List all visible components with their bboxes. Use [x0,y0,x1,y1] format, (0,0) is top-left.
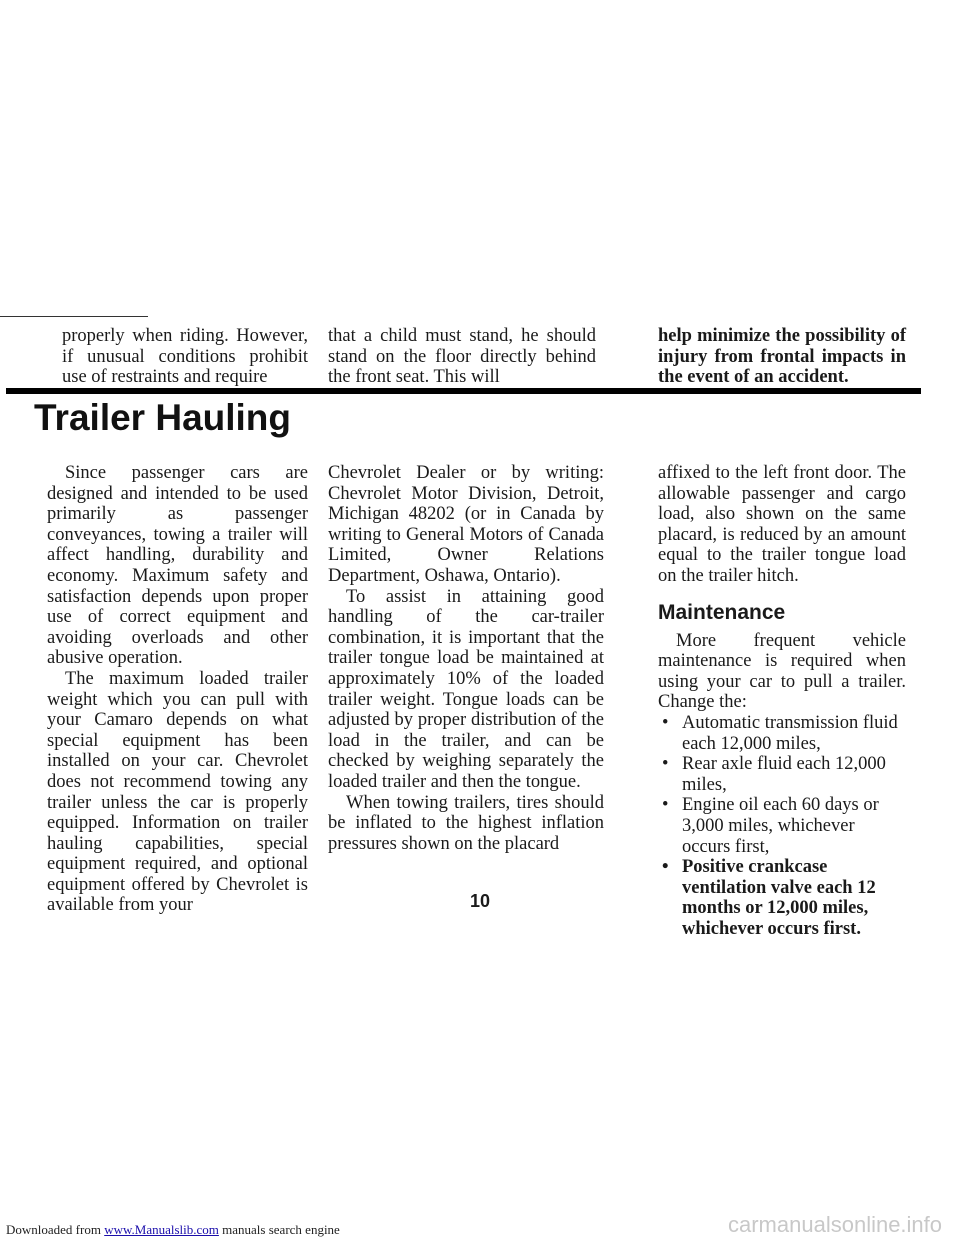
body-col3 [658,463,906,939]
col3-paragraph-2: More frequent vehicle maintenance is required when using your car to pull a trailer. Change the: [658,630,906,713]
col1-paragraph-1: Since passenger cars are designed and intended to be used primarily as passenger conveyances, towing a trailer will affect handling, durability and economy. Maximum safety and satisfaction depends upon proper use of correct equipment and avoiding overloads and other abusive operation. [47,463,308,669]
list-item: • Automatic transmission fluid each 12,000 miles, [658,713,906,754]
col2-paragraph-1: Chevrolet Dealer or by writing: Chevrolet Motor Division, Detroit, Michigan 48202 (or in Canada by writing to General Motors of Canada Limited, Owner Relations Department, Oshawa, Ontario). [328,463,604,586]
col3-paragraph-1: affixed to the left front door. The allowable passenger and cargo load, also shown on the same placard, is reduced by an amount equal to the trailer tongue load on the trailer hitch. [658,463,906,586]
watermark-text: carmanualsonline.info [728,1212,943,1237]
col2-paragraph-2: To assist in attaining good handling of the car-trailer combination, it is important that the trailer tongue load be maintained at approximately 10% of the loaded trailer weight. Tongue loads can be adjusted by proper distribution of the load in the trailer, and can be checked by weighing separately the loaded trailer and then the tongue. [328,586,604,792]
footer-prefix: Downloaded from [6,1222,101,1237]
col2-paragraph-3: When towing trailers, tires should be inflated to the highest inflation pressures shown on the placard [328,792,604,854]
top-col1-text: properly when riding. However, if unusual conditions prohibit use of restraints and require [62,326,308,388]
section-divider [6,388,921,394]
section-heading: Trailer Hauling [34,397,292,438]
top-col2-text: that a child must stand, he should stand on the floor directly behind the front seat. This will [328,326,596,388]
top-text-col2 [328,326,596,388]
page-number: 10 [469,891,491,911]
manualslib-link[interactable]: www.Manualslib.com [104,1222,219,1237]
footer-suffix: manuals search engine [222,1222,340,1237]
maintenance-subheading: Maintenance [658,600,786,624]
top-col3-text: help minimize the possibility of injury from frontal impacts in the event of an accident. [658,326,906,388]
col1-paragraph-2: The maximum loaded trailer weight which you can pull with your Camaro depends on what special equipment has been installed on your car. Chevrolet does not recommend towing any trailer unless the car is properly equipped. Information on trailer hauling capabilities, special equipment required, and optional equipment offered by Chevrolet is available from your [47,668,308,916]
download-footer [6,1222,340,1238]
list-item: • Positive crankcase ventilation valve each 12 months or 12,000 miles, whichever occurs first. [658,857,906,939]
top-text-col3 [658,326,906,388]
body-col1 [47,463,308,916]
body-col2 [328,463,604,854]
top-rule [0,316,148,317]
list-item: • Rear axle fluid each 12,000 miles, [658,754,906,795]
list-item: • Engine oil each 60 days or 3,000 miles, whichever occurs first, [658,795,906,857]
top-text-col1 [62,326,308,388]
